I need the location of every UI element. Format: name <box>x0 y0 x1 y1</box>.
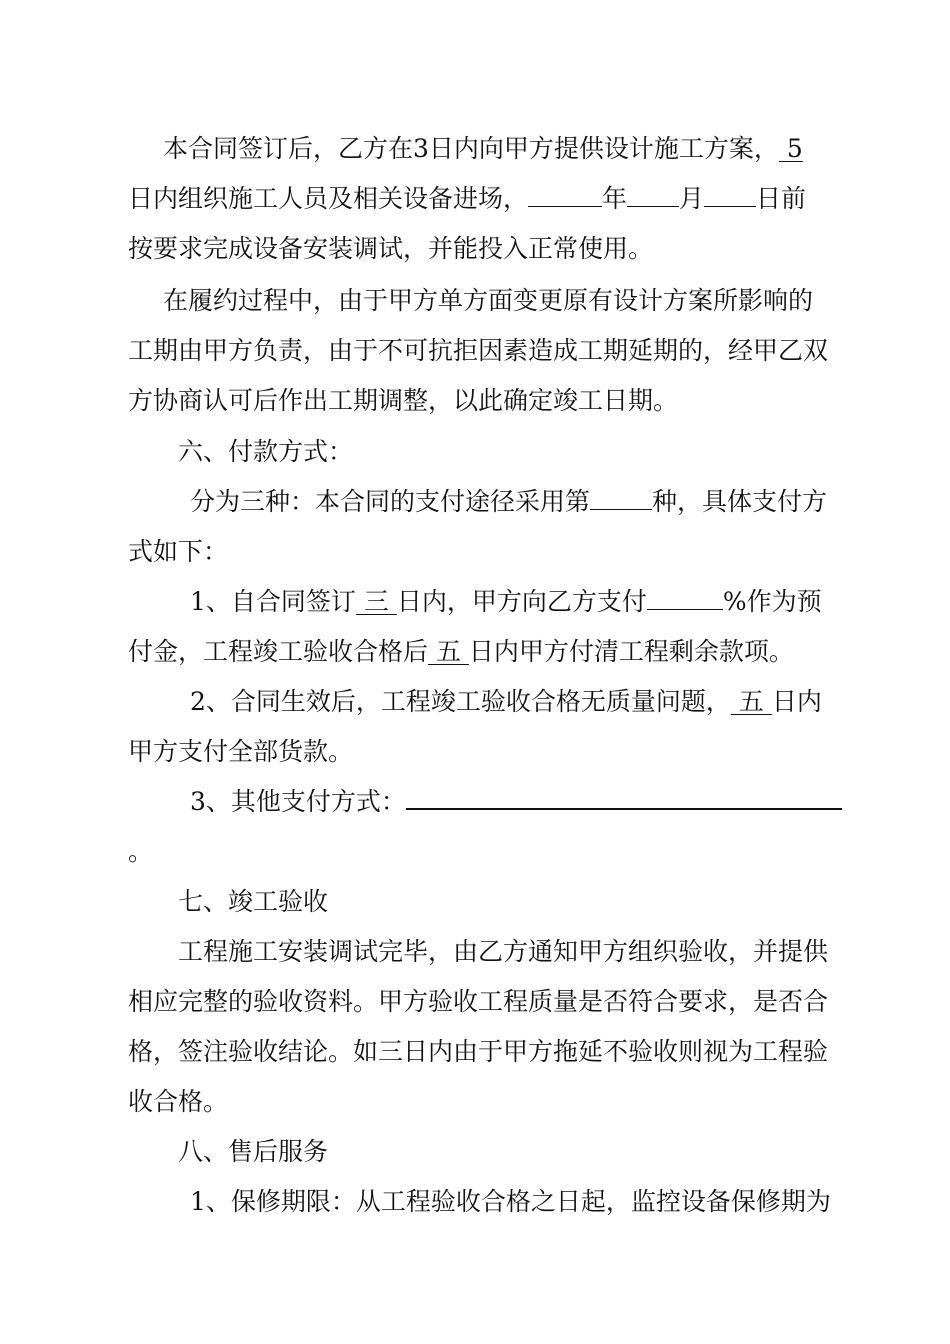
s6-item-2-text-a: 2、合同生效后，工程竣工验收合格无质量问题， <box>190 687 731 716</box>
s6-intro-line-1 <box>190 486 950 518</box>
p1-line-1-text: 本合同签订后，乙方在3日内向甲方提供设计施工方案， <box>163 134 779 163</box>
s6-item-3-label: 3、其他支付方式： <box>190 787 406 816</box>
p2-line-1: 在履约过程中，由于甲方单方面变更原有设计方案所影响的 <box>163 286 814 315</box>
p2-line-2: 工期由甲方负责，由于不可抗拒因素造成工期延期的，经甲乙双 <box>128 336 829 365</box>
s6-item-1-line-2-text-b: 日内甲方付清工程剩余款项。 <box>468 637 794 666</box>
s6-item-3-end: 。 <box>128 837 154 866</box>
section-7-heading: 七、竣工验收 <box>178 887 329 916</box>
s6-item-1-line-2 <box>128 636 950 668</box>
s6-item-3-line <box>190 786 950 818</box>
s6-item-1-fill-days: 三 <box>355 587 397 616</box>
p1-line-2-text: 日内组织施工人员及相关设备进场， <box>128 184 529 213</box>
section-6-heading: 六、付款方式： <box>178 437 354 466</box>
p1-line-1 <box>163 133 950 165</box>
s6-intro-line-2: 式如下： <box>128 537 229 566</box>
s8-item-1-line-1: 1、保修期限：从工程验收合格之日起，监控设备保修期为 <box>190 1187 831 1216</box>
s6-item-1-text-a: 1、自合同签订 <box>190 587 356 616</box>
day-label: 日前 <box>756 184 807 213</box>
s7-line-3: 格，签注验收结论。如三日内由于甲方拖延不验收则视为工程验 <box>128 1037 829 1066</box>
p1-line-2 <box>128 183 950 215</box>
s6-intro-text-b: 种，具体支付方 <box>652 487 828 516</box>
s6-item-1-line-1 <box>190 586 950 618</box>
s6-item-1-fill-days-2: 五 <box>428 637 469 666</box>
s7-line-1: 工程施工安装调试完毕，由乙方通知甲方组织验收，并提供 <box>178 937 829 966</box>
s6-intro-text-a: 分为三种：本合同的支付途径采用第 <box>190 487 591 516</box>
s6-item-2-line-1 <box>190 686 950 718</box>
section-8-heading: 八、售后服务 <box>178 1137 329 1166</box>
s6-item-2-text-b: 日内 <box>771 687 822 716</box>
s6-item-2-fill-days: 五 <box>730 687 772 716</box>
s7-line-4: 收合格。 <box>128 1087 229 1116</box>
payment-type-blank <box>590 487 652 510</box>
s6-item-1-text-c: %作为预 <box>722 587 822 616</box>
percent-blank <box>647 587 723 610</box>
p2-line-3: 方协商认可后作出工期调整，以此确定竣工日期。 <box>128 386 679 415</box>
day-blank <box>704 184 756 207</box>
s6-item-2-line-2: 甲方支付全部货款。 <box>128 737 354 766</box>
month-label: 月 <box>679 184 705 213</box>
other-payment-blank <box>406 786 842 810</box>
s7-line-2: 相应完整的验收资料。甲方验收工程质量是否符合要求，是否合 <box>128 987 829 1016</box>
p1-line-3: 按要求完成设备安装调试，并能投入正常使用。 <box>128 234 654 263</box>
year-blank <box>528 184 602 207</box>
month-blank <box>627 184 679 207</box>
p1-fill-days: 5 <box>778 134 803 163</box>
s6-item-1-text-b: 日内，甲方向乙方支付 <box>396 587 647 616</box>
s6-item-1-line-2-text-a: 付金，工程竣工验收合格后 <box>128 637 429 666</box>
year-label: 年 <box>602 184 628 213</box>
